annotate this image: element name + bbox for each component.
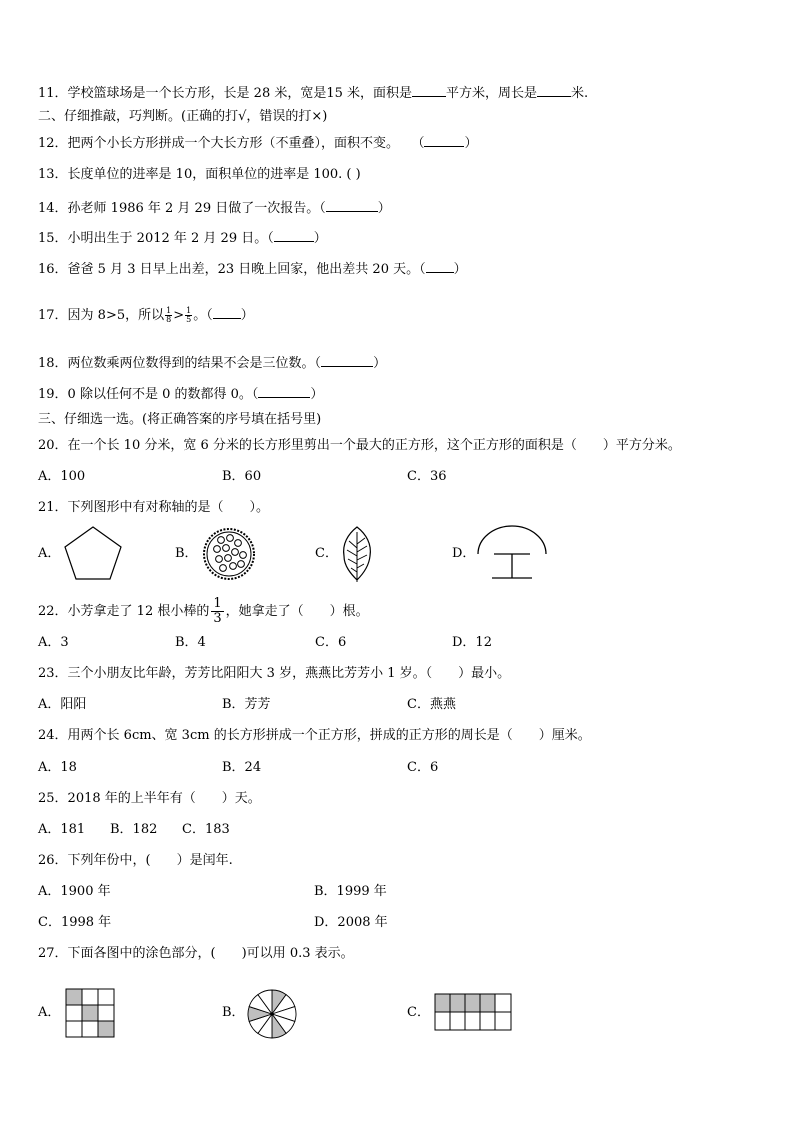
q22-text-b: ，她拿走了（ ）根。 bbox=[225, 604, 369, 619]
arch-figure bbox=[474, 524, 550, 582]
q19-answer-blank[interactable] bbox=[258, 385, 310, 398]
q18-answer-blank[interactable] bbox=[321, 354, 373, 367]
q18-paren-open: （ bbox=[314, 356, 322, 371]
question-20: 20．在一个长 10 分米，宽 6 分米的长方形里剪出一个最大的正方形，这个正方形的面积是（ ）平方分米。 bbox=[38, 438, 681, 453]
q22-text-a: 22．小芳拿走了 12 根小棒的 bbox=[38, 604, 210, 619]
q22-option-c[interactable]: C．6 bbox=[315, 635, 347, 650]
q27-option-b-label[interactable]: B． bbox=[222, 1005, 245, 1020]
q15-answer-blank[interactable] bbox=[274, 229, 314, 242]
q17-paren-close: ） bbox=[240, 308, 254, 323]
question-25: 25．2018 年的上半年有（ ）天。 bbox=[38, 791, 261, 806]
question-19 bbox=[38, 385, 323, 403]
scalloped-circle-figure bbox=[201, 526, 257, 582]
q21-option-d-label[interactable]: D． bbox=[452, 546, 476, 561]
q20-option-b[interactable]: B．60 bbox=[222, 469, 262, 484]
question-18 bbox=[38, 354, 386, 372]
q12-paren-close: ） bbox=[464, 136, 478, 151]
q19-text: 19．0 除以任何不是 0 的数都得 0。 bbox=[38, 387, 252, 402]
pentagon-figure bbox=[62, 524, 124, 582]
q15-paren-close: ） bbox=[313, 231, 327, 246]
q16-text: 16．爸爸 5 月 3 日早上出差，23 日晚上回家，他出差共 20 天。 bbox=[38, 262, 420, 277]
q11-text-b: 平方米，周长是 bbox=[446, 86, 538, 101]
q25-option-a[interactable]: A．181 bbox=[38, 822, 86, 837]
question-23: 23．三个小朋友比年龄，芳芳比阳阳大 3 岁，燕燕比芳芳小 1 岁。（ ）最小。 bbox=[38, 666, 511, 681]
q22-option-b[interactable]: B．4 bbox=[175, 635, 206, 650]
q26-option-a[interactable]: A．1900 年 bbox=[38, 884, 111, 899]
question-12 bbox=[38, 134, 477, 152]
q23-option-c[interactable]: C．燕燕 bbox=[407, 697, 456, 712]
question-21: 21．下列图形中有对称轴的是（ ）。 bbox=[38, 500, 270, 515]
q16-paren-open: （ bbox=[419, 262, 426, 277]
q14-answer-blank[interactable] bbox=[326, 199, 378, 212]
q19-paren-close: ） bbox=[310, 387, 324, 402]
question-26: 26．下列年份中，( ）是闰年. bbox=[38, 853, 233, 868]
q12-paren-open: （ bbox=[411, 136, 425, 151]
q19-paren-open: （ bbox=[251, 387, 259, 402]
q17-answer-blank[interactable] bbox=[213, 306, 241, 319]
q22-option-a[interactable]: A．3 bbox=[38, 635, 69, 650]
q26-option-b[interactable]: B．1999 年 bbox=[314, 884, 387, 899]
q23-option-a[interactable]: A．阳阳 bbox=[38, 697, 87, 712]
leaf-figure bbox=[336, 524, 378, 584]
q26-option-c[interactable]: C．1998 年 bbox=[38, 915, 112, 930]
q21-option-c-label[interactable]: C． bbox=[315, 546, 338, 561]
q21-option-b-label[interactable]: B． bbox=[175, 546, 198, 561]
question-27: 27．下面各图中的涂色部分，( )可以用 0.3 表示。 bbox=[38, 946, 354, 961]
question-17 bbox=[38, 306, 254, 324]
q27-option-c-label[interactable]: C． bbox=[407, 1005, 430, 1020]
question-14 bbox=[38, 199, 391, 217]
question-13: 13．长度单位的进率是 10，面积单位的进率是 100. ( ) bbox=[38, 167, 361, 182]
q25-option-b[interactable]: B．182 bbox=[110, 822, 158, 837]
q11-blank-area[interactable] bbox=[412, 84, 446, 97]
q16-answer-blank[interactable] bbox=[426, 260, 454, 273]
q25-option-c[interactable]: C．183 bbox=[182, 822, 230, 837]
question-15 bbox=[38, 229, 327, 247]
grid-3x3-figure bbox=[65, 988, 117, 1038]
q20-option-a[interactable]: A．100 bbox=[38, 469, 86, 484]
q23-option-b[interactable]: B．芳芳 bbox=[222, 697, 271, 712]
grid-2x5-figure bbox=[434, 993, 514, 1031]
q18-text: 18．两位数乘两位数得到的结果不会是三位数。 bbox=[38, 356, 315, 371]
q22-fraction-1-3: $\frac{1}{3}$ bbox=[213, 596, 222, 626]
q12-text: 12．把两个小长方形拼成一个大长方形（不重叠），面积不变。 bbox=[38, 136, 400, 151]
q24-option-b[interactable]: B．24 bbox=[222, 760, 262, 775]
q17-text-b: 。（ bbox=[193, 308, 213, 323]
section-2-heading: 二、仔细推敲，巧判断。(正确的打√，错误的打×) bbox=[38, 109, 328, 124]
q11-text-a: 11．学校篮球场是一个长方形，长是 28 米，宽是15 米，面积是 bbox=[38, 86, 413, 101]
q27-option-a-label[interactable]: A． bbox=[38, 1005, 61, 1020]
q15-paren-open: （ bbox=[267, 231, 274, 246]
q16-paren-close: ） bbox=[453, 262, 467, 277]
q17-fraction-1-8: $\frac{1}{8}$ bbox=[166, 306, 172, 324]
circle-10-parts-figure bbox=[246, 988, 298, 1040]
q15-text: 15．小明出生于 2012 年 2 月 29 日。 bbox=[38, 231, 268, 246]
q26-option-d[interactable]: D．2008 年 bbox=[314, 915, 388, 930]
q14-paren-close: ） bbox=[377, 201, 391, 216]
q14-paren-open: （ bbox=[319, 201, 326, 216]
question-11 bbox=[38, 84, 588, 102]
q12-answer-blank[interactable] bbox=[424, 134, 464, 147]
q22-option-d[interactable]: D．12 bbox=[452, 635, 492, 650]
q20-option-c[interactable]: C．36 bbox=[407, 469, 447, 484]
q11-blank-perimeter[interactable] bbox=[537, 84, 571, 97]
q18-paren-close: ） bbox=[373, 356, 387, 371]
q17-text-a: 17．因为 8>5，所以 bbox=[38, 308, 165, 323]
q17-fraction-1-5: $\frac{1}{5}$ bbox=[186, 306, 192, 324]
q11-text-c: 米. bbox=[571, 86, 589, 101]
q24-option-a[interactable]: A．18 bbox=[38, 760, 77, 775]
q21-option-a-label[interactable]: A． bbox=[38, 546, 61, 561]
section-3-heading: 三、仔细选一选。(将正确答案的序号填在括号里) bbox=[38, 412, 322, 427]
q17-greater-sign: > bbox=[173, 308, 185, 323]
question-22 bbox=[38, 597, 369, 626]
question-16 bbox=[38, 260, 467, 278]
question-24: 24．用两个长 6cm、宽 3cm 的长方形拼成一个正方形，拼成的正方形的周长是（ ）厘米。 bbox=[38, 728, 591, 743]
q14-text: 14．孙老师 1986 年 2 月 29 日做了一次报告。 bbox=[38, 201, 320, 216]
q24-option-c[interactable]: C．6 bbox=[407, 760, 439, 775]
